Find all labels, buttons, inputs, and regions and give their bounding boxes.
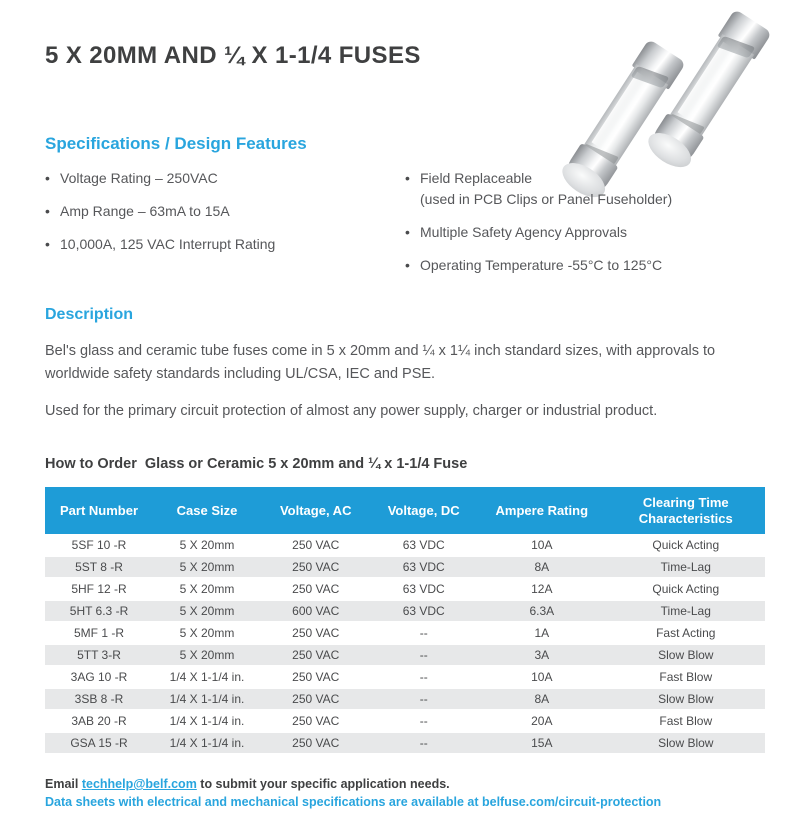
table-cell: 3AG 10 -R <box>70 670 128 684</box>
table-cell: 250 VAC <box>292 692 340 706</box>
table-cell: 5MF 1 -R <box>73 626 124 640</box>
table-row <box>45 666 765 688</box>
table-header-cell: Case Size <box>176 502 238 518</box>
spec-bullet-list-left <box>45 168 385 267</box>
table-cell: -- <box>419 626 428 640</box>
page-title: 5 X 20MM AND ¼ X 1-1/4 FUSES <box>45 42 421 69</box>
table-cell: 5 X 20mm <box>179 626 235 640</box>
spec-bullet: • Voltage Rating – 250VAC <box>45 168 385 189</box>
table-header-cell: Part Number <box>59 502 139 518</box>
table-cell: 250 VAC <box>292 670 340 684</box>
spec-bullet: • Amp Range – 63mA to 15A <box>45 201 385 222</box>
table-row <box>45 644 765 666</box>
table-body <box>45 534 765 754</box>
table-cell: -- <box>419 670 428 684</box>
table-cell: 5HT 6.3 -R <box>69 604 129 618</box>
table-cell: 63 VDC <box>402 582 445 596</box>
table-row <box>45 534 765 556</box>
description-paragraph: Used for the primary circuit protection of almost any power supply, charger or industrial product. <box>45 403 658 419</box>
description-heading: Description <box>45 306 134 323</box>
description-paragraphs <box>45 340 775 437</box>
description-paragraph: Bel's glass and ceramic tube fuses come in 5 x 20mm and ¼ x 1¼ inch standard sizes, with approvals to worldwide safety standards including UL/CSA, IEC and PSE. <box>45 343 716 382</box>
table-cell: 63 VDC <box>402 560 445 574</box>
table-cell: Slow Blow <box>658 692 714 706</box>
spec-bullet: • Multiple Safety Agency Approvals <box>405 222 775 243</box>
table-row <box>45 732 765 754</box>
table-cell: 250 VAC <box>292 714 340 728</box>
table-header-row <box>45 487 765 534</box>
table-cell: -- <box>419 692 428 706</box>
table-row <box>45 688 765 710</box>
table-cell: 250 VAC <box>292 582 340 596</box>
table-cell: 5SF 10 -R <box>71 538 127 552</box>
table-cell: 5 X 20mm <box>179 538 235 552</box>
table-cell: 5 X 20mm <box>179 560 235 574</box>
table-cell: 1/4 X 1-1/4 in. <box>169 692 245 706</box>
table-cell: -- <box>419 736 428 750</box>
table-cell: Quick Acting <box>652 582 720 596</box>
table-cell: 5 X 20mm <box>179 648 235 662</box>
table-cell: 5 X 20mm <box>179 604 235 618</box>
table-cell: 1/4 X 1-1/4 in. <box>169 670 245 684</box>
table-cell: 20A <box>531 714 553 728</box>
table-cell: 15A <box>531 736 553 750</box>
table-row <box>45 622 765 644</box>
table-cell: 12A <box>531 582 553 596</box>
order-table <box>45 487 765 754</box>
belfuse-link[interactable]: belfuse.com/circuit-protection <box>482 795 662 809</box>
spec-bullet: • 10,000A, 125 VAC Interrupt Rating <box>45 234 385 255</box>
spec-bullet-subtext: (used in PCB Clips or Panel Fuseholder) <box>420 191 673 207</box>
table-cell: 250 VAC <box>292 626 340 640</box>
table-cell: Fast Blow <box>659 714 713 728</box>
table-cell: -- <box>419 648 428 662</box>
footer <box>45 776 661 810</box>
table-cell: 250 VAC <box>292 538 340 552</box>
table-cell: 5TT 3-R <box>77 648 121 662</box>
email-line <box>45 776 661 792</box>
table-row <box>45 710 765 732</box>
datasheets-line <box>45 794 661 810</box>
email-link[interactable]: techhelp@belf.com <box>81 777 197 791</box>
table-cell: Time-Lag <box>660 604 711 618</box>
table-header-cell: Ampere Rating <box>495 502 589 518</box>
table-row <box>45 578 765 600</box>
table-cell: 6.3A <box>529 604 555 618</box>
spec-bullet-list-right <box>405 168 775 288</box>
specifications-heading: Specifications / Design Features <box>45 134 307 153</box>
spec-bullet: • Field Replaceable (used in PCB Clips or Panel Fuseholder) <box>405 168 775 210</box>
table-cell: 250 VAC <box>292 648 340 662</box>
table-cell: 5ST 8 -R <box>75 560 123 574</box>
table-row <box>45 600 765 622</box>
table-cell: Time-Lag <box>660 560 711 574</box>
table-cell: Slow Blow <box>658 736 714 750</box>
table-header-cell: Voltage, AC <box>279 502 352 518</box>
table-header-cell: Voltage, DC <box>387 502 460 518</box>
table-cell: 1/4 X 1-1/4 in. <box>169 714 245 728</box>
table-cell: Slow Blow <box>658 648 714 662</box>
table-cell: 3SB 8 -R <box>74 692 124 706</box>
table-cell: 8A <box>534 560 550 574</box>
table-row <box>45 556 765 578</box>
table-cell: GSA 15 -R <box>70 736 128 750</box>
table-cell: 5 X 20mm <box>179 582 235 596</box>
table-cell: 63 VDC <box>402 538 445 552</box>
spec-bullet: • Operating Temperature -55°C to 125°C <box>405 255 775 276</box>
email-suffix: to submit your specific application needs. <box>196 777 450 791</box>
table-cell: 600 VAC <box>292 604 340 618</box>
table-cell: 250 VAC <box>292 560 340 574</box>
table-cell: 5HF 12 -R <box>71 582 127 596</box>
table-header-cell: Clearing Time Characteristics <box>638 494 733 526</box>
table-cell: 10A <box>531 670 553 684</box>
email-prefix: Email <box>45 777 82 791</box>
how-to-order-heading: How to Order Glass or Ceramic 5 x 20mm and ¼ x 1-1/4 Fuse <box>45 456 468 472</box>
table-cell: 3AB 20 -R <box>71 714 127 728</box>
table-cell: 1A <box>534 626 550 640</box>
table-cell: 63 VDC <box>402 604 445 618</box>
table-cell: Quick Acting <box>652 538 720 552</box>
datasheets-prefix: Data sheets with electrical and mechanical specifications are available at <box>45 795 482 809</box>
table-cell: 1/4 X 1-1/4 in. <box>169 736 245 750</box>
table-cell: 10A <box>531 538 553 552</box>
table-cell: 250 VAC <box>292 736 340 750</box>
table-cell: -- <box>419 714 428 728</box>
table-cell: 8A <box>534 692 550 706</box>
table-cell: 3A <box>534 648 550 662</box>
table-cell: Fast Acting <box>656 626 716 640</box>
table-cell: Fast Blow <box>659 670 713 684</box>
